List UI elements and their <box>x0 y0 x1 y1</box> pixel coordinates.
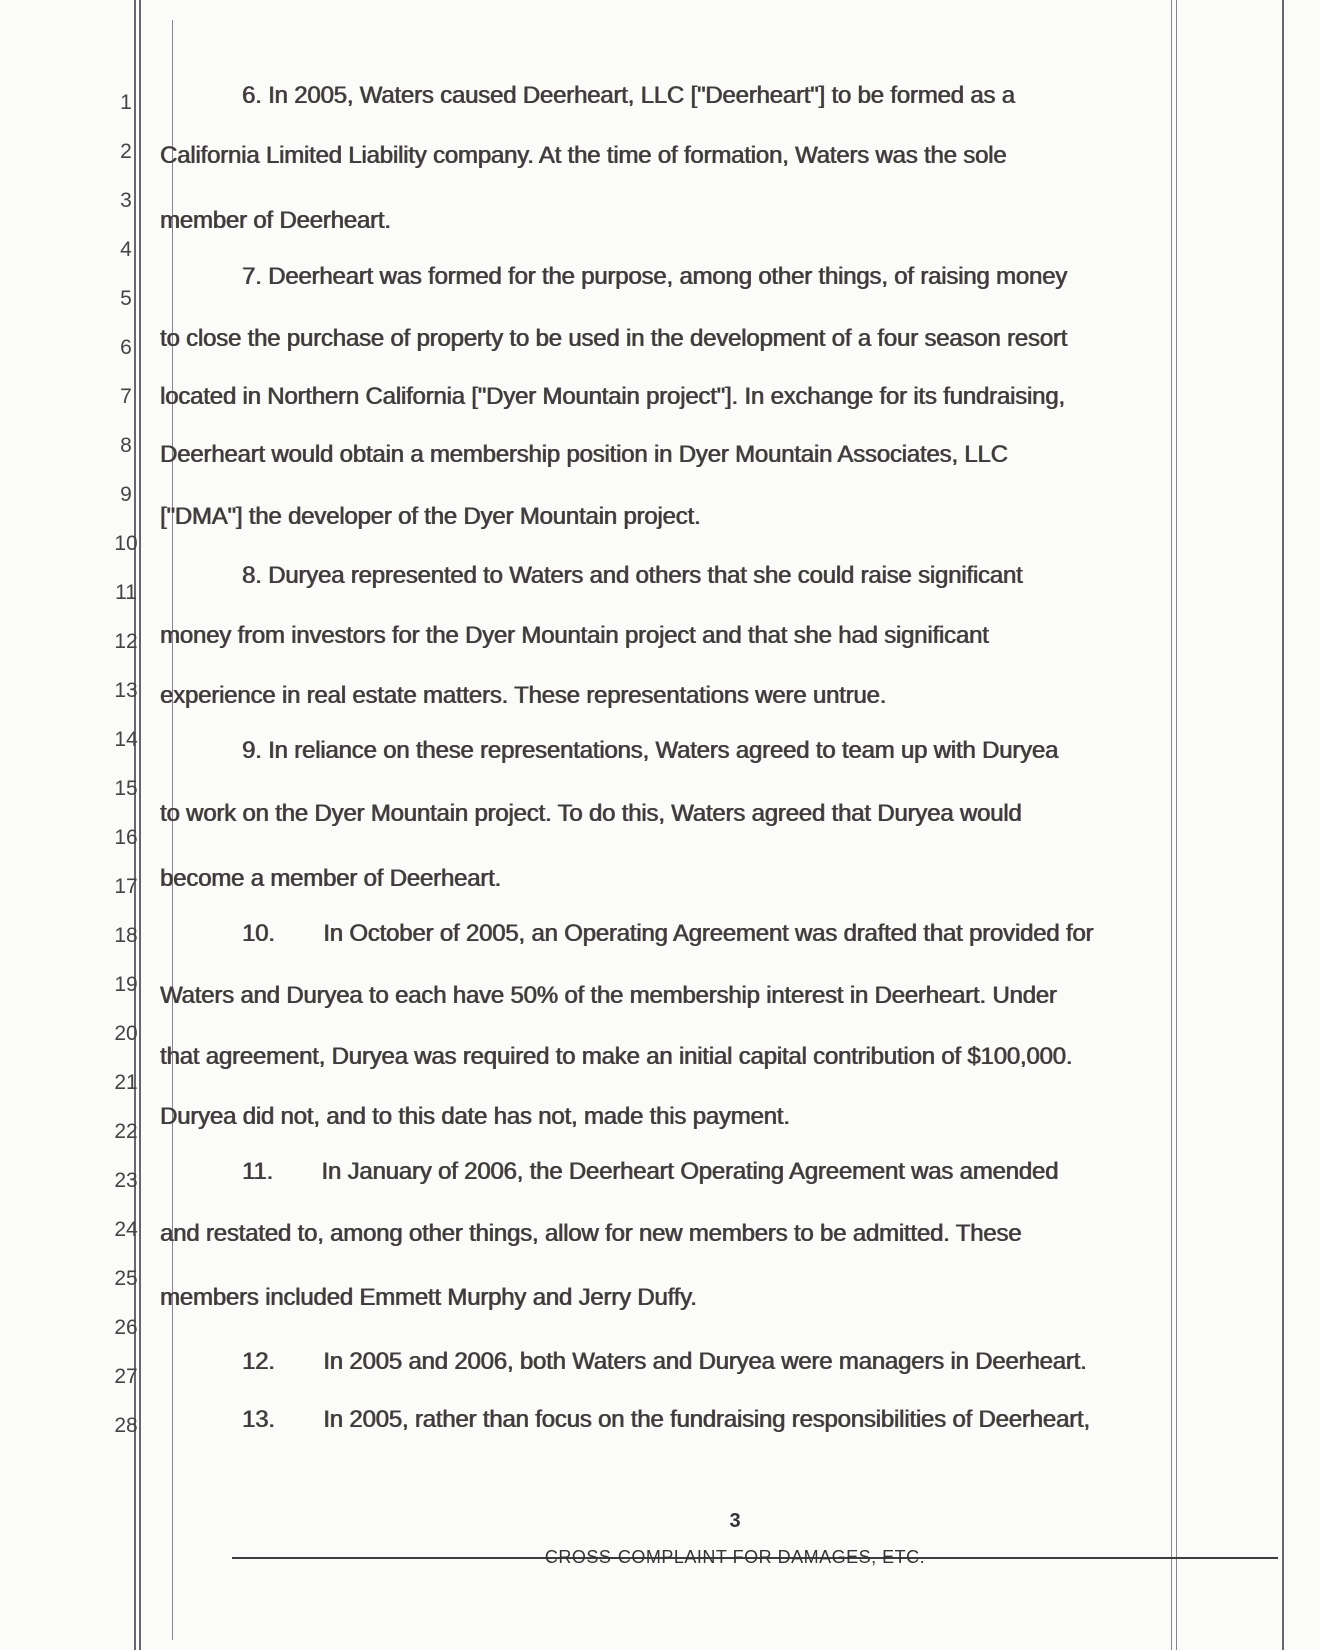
paragraph-8-line-3: experience in real estate matters. These representations were untrue. <box>160 682 887 709</box>
paragraph-9-line-1 <box>160 737 1320 765</box>
paragraph-9-line-2: to work on the Dyer Mountain project. To do this, Waters agreed that Duryea would <box>160 800 1022 827</box>
paragraph-7-line-2: to close the purchase of property to be used in the development of a four season resort <box>160 325 1068 352</box>
line-number: 5 <box>120 287 132 310</box>
paragraph-12-line-1 <box>160 1348 1320 1376</box>
line-number: 25 <box>114 1267 138 1290</box>
paragraph-text: In 2005, Waters caused Deerheart, LLC ["Deerheart"] to be formed as a <box>268 82 1015 109</box>
line-number: 16 <box>114 826 138 849</box>
paragraph-number: 10. <box>242 920 275 947</box>
paragraph-number: 8. <box>242 562 262 589</box>
paragraph-number: 9. <box>242 737 262 764</box>
right-margin-rule <box>1282 0 1284 1650</box>
paragraph-number: 11. <box>242 1158 273 1185</box>
line-number: 20 <box>114 1022 138 1045</box>
line-number: 2 <box>120 140 132 163</box>
paragraph-8-line-1 <box>160 562 1320 590</box>
line-number: 23 <box>114 1169 138 1192</box>
line-number: 13 <box>114 679 138 702</box>
footer-title: CROSS-COMPLAINT FOR DAMAGES, ETC. <box>544 1547 926 1567</box>
line-number: 4 <box>120 238 132 261</box>
paragraph-11-line-1 <box>160 1158 1320 1186</box>
line-number: 14 <box>114 728 138 751</box>
paragraph-number: 13. <box>242 1406 275 1433</box>
paragraph-8-line-2: money from investors for the Dyer Mountain project and that she had significant <box>160 622 989 649</box>
paragraph-11-line-2: and restated to, among other things, allow for new members to be admitted. These <box>160 1220 1022 1247</box>
line-number: 12 <box>114 630 138 653</box>
paragraph-7-line-3: located in Northern California ["Dyer Mountain project"]. In exchange for its fundraising, <box>160 383 1065 410</box>
line-number: 6 <box>120 336 132 359</box>
line-number: 8 <box>120 434 132 457</box>
paragraph-text: In reliance on these representations, Waters agreed to team up with Duryea <box>268 737 1059 764</box>
line-number: 1 <box>120 91 132 114</box>
line-number: 17 <box>114 875 138 898</box>
paragraph-number: 12. <box>242 1348 275 1375</box>
page-number: 3 <box>729 1510 741 1532</box>
paragraph-6-line-2: California Limited Liability company. At the time of formation, Waters was the sole <box>160 142 1007 169</box>
line-number: 11 <box>115 581 137 604</box>
line-number: 22 <box>114 1120 138 1143</box>
paragraph-text: Deerheart was formed for the purpose, among other things, of raising money <box>268 263 1068 290</box>
paragraph-10-line-1 <box>160 920 1320 948</box>
paragraph-number: 6. <box>242 82 262 109</box>
line-number: 27 <box>114 1365 138 1388</box>
paragraph-6-line-1 <box>160 82 1320 110</box>
line-number: 15 <box>114 777 138 800</box>
line-number: 3 <box>120 189 132 212</box>
line-number: 26 <box>114 1316 138 1339</box>
paragraph-7-line-5: ["DMA"] the developer of the Dyer Mountain project. <box>160 503 701 530</box>
paragraph-text: In 2005 and 2006, both Waters and Duryea were managers in Deerheart. <box>323 1348 1087 1375</box>
paragraph-7-line-4: Deerheart would obtain a membership position in Dyer Mountain Associates, LLC <box>160 441 1008 468</box>
line-number: 28 <box>114 1414 138 1437</box>
line-number: 21 <box>114 1071 138 1094</box>
line-number: 10 <box>114 532 138 555</box>
paragraph-9-line-3: become a member of Deerheart. <box>160 865 502 892</box>
paragraph-10-line-3: that agreement, Duryea was required to make an initial capital contribution of $100,000. <box>160 1043 1073 1070</box>
paragraph-text: In October of 2005, an Operating Agreement was drafted that provided for <box>323 920 1094 947</box>
paragraph-text: Duryea represented to Waters and others that she could raise significant <box>268 562 1023 589</box>
paragraph-text: In 2005, rather than focus on the fundraising responsibilities of Deerheart, <box>323 1406 1090 1433</box>
paragraph-10-line-2: Waters and Duryea to each have 50% of the membership interest in Deerheart. Under <box>160 982 1057 1009</box>
line-number: 7 <box>120 385 132 408</box>
line-number: 24 <box>114 1218 138 1241</box>
paragraph-number: 7. <box>242 263 262 290</box>
line-number: 9 <box>120 483 132 506</box>
paragraph-11-line-3: members included Emmett Murphy and Jerry Duffy. <box>160 1284 697 1311</box>
paragraph-6-line-3: member of Deerheart. <box>160 207 391 234</box>
paragraph-13-line-1 <box>160 1406 1320 1434</box>
paragraph-7-line-1 <box>160 263 1320 291</box>
line-number: 18 <box>114 924 138 947</box>
paragraph-text: In January of 2006, the Deerheart Operating Agreement was amended <box>321 1158 1059 1185</box>
paragraph-10-line-4: Duryea did not, and to this date has not, made this payment. <box>160 1103 790 1130</box>
line-number: 19 <box>114 973 138 996</box>
